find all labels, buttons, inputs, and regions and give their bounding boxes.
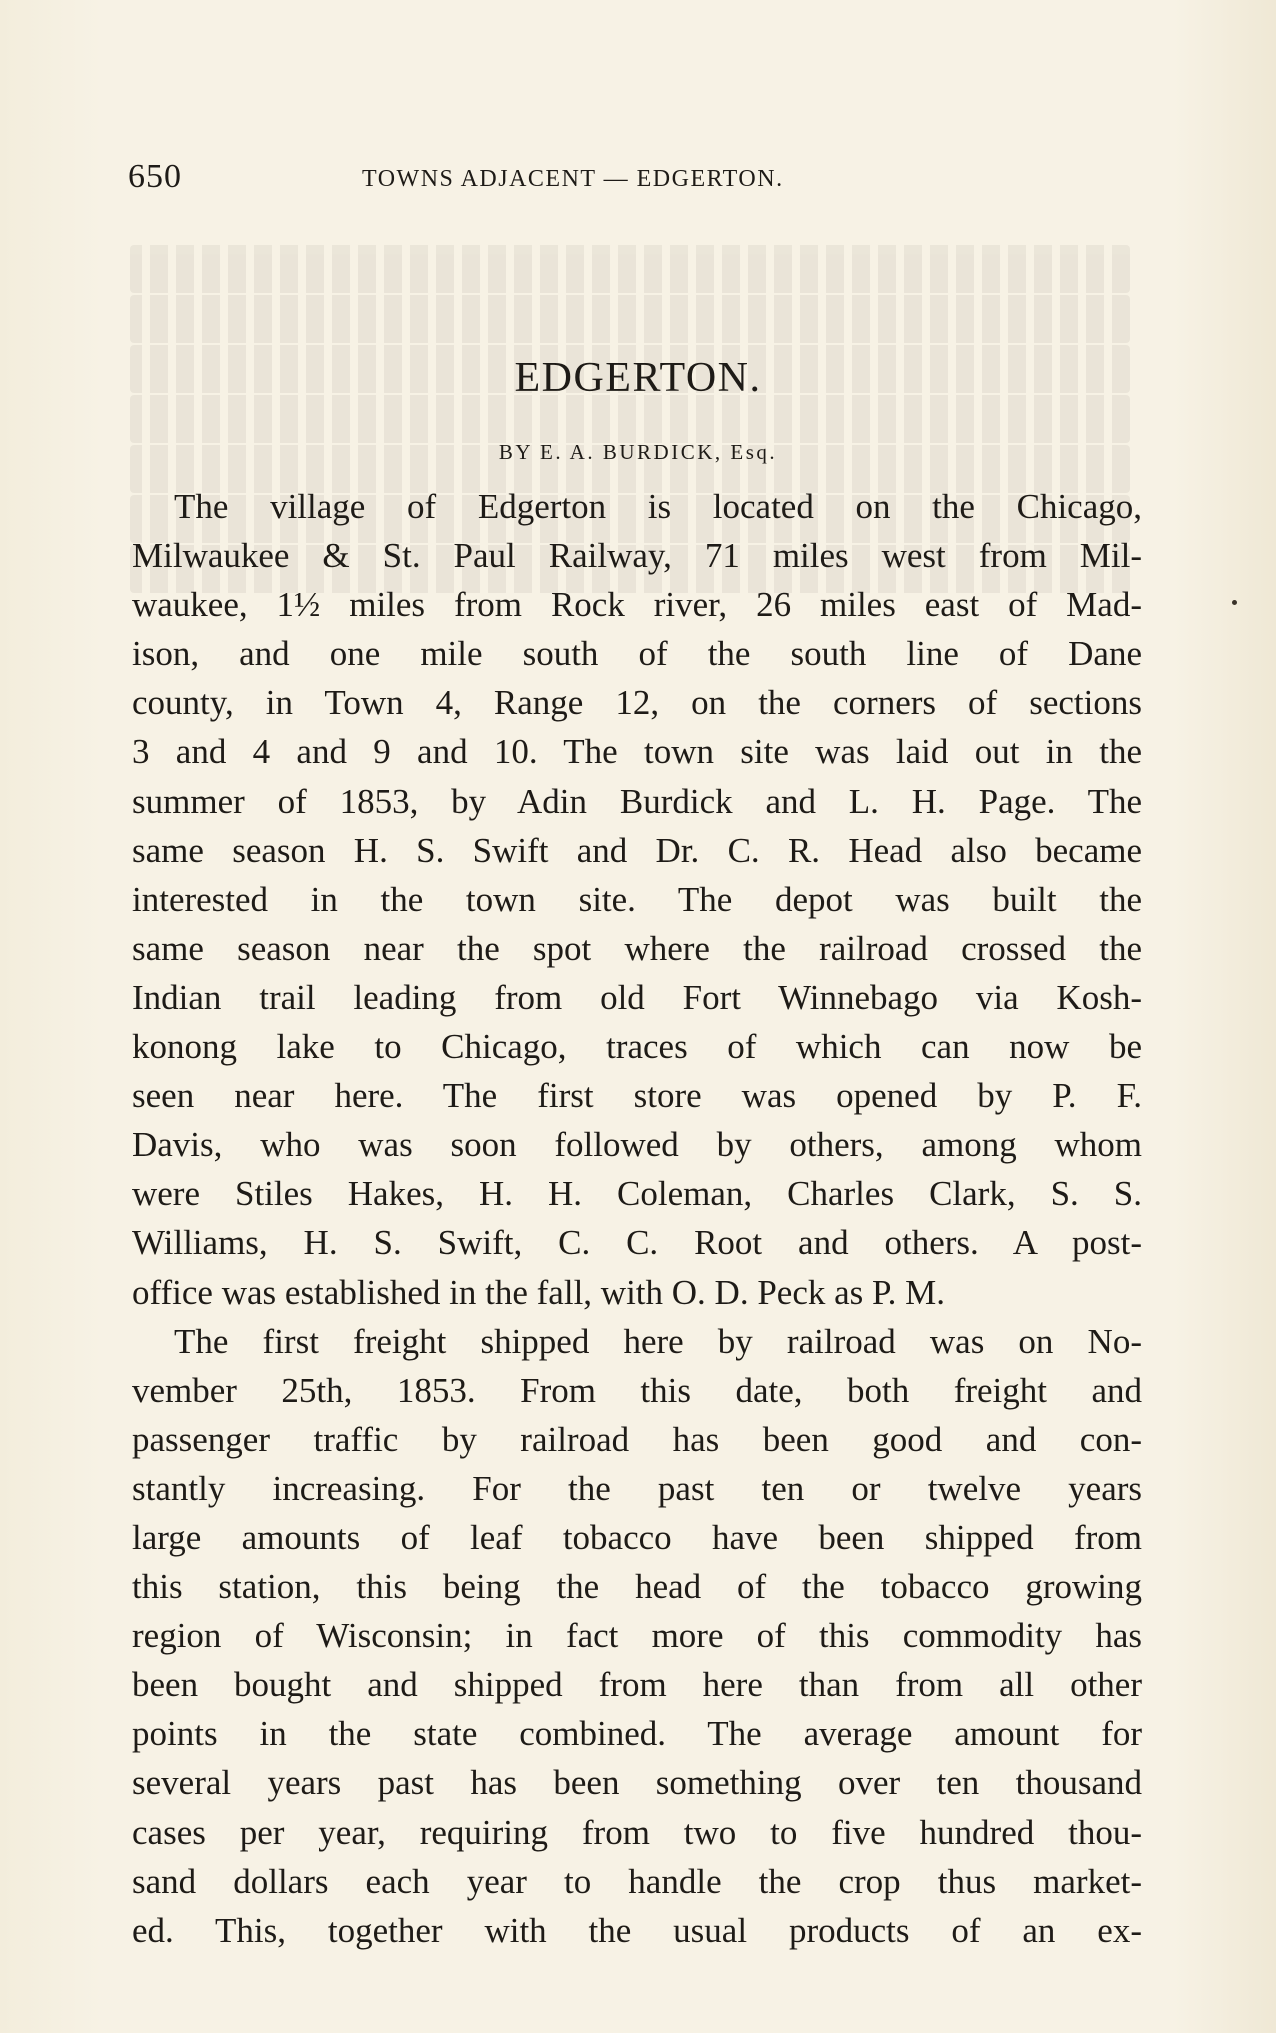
text-line: county, in Town 4, Range 12, on the corners of sections [132, 683, 1142, 723]
text-line: interested in the town site. The depot was built the [132, 879, 1142, 919]
text-line: same season H. S. Swift and Dr. C. R. Head also became [132, 830, 1142, 870]
text-line: The village of Edgerton is located on the Chicago, [174, 487, 1142, 526]
running-title: TOWNS ADJACENT — EDGERTON. [362, 166, 784, 192]
text-line: Milwaukee & St. Paul Railway, 71 miles west from Mil- [132, 536, 1142, 576]
text-line: seen near here. The first store was opened by P. F. [132, 1076, 1142, 1116]
text-line: Indian trail leading from old Fort Winnebago via Kosh- [132, 977, 1142, 1017]
page-number: 650 [128, 158, 182, 195]
text-line: this station, this being the head of the tobacco growing [132, 1567, 1142, 1607]
text-line: sand dollars each year to handle the crop thus market- [132, 1861, 1142, 1901]
text-line: summer of 1853, by Adin Burdick and L. H. Page. The [132, 781, 1142, 821]
text-line: large amounts of leaf tobacco have been shipped from [132, 1517, 1142, 1557]
text-line: waukee, 1½ miles from Rock river, 26 miles east of Mad- [132, 585, 1142, 625]
text-line: ed. This, together with the usual products of an ex- [132, 1910, 1142, 1950]
ink-speck [1232, 600, 1237, 605]
text-line: cases per year, requiring from two to five hundred thou- [132, 1812, 1142, 1852]
text-line: passenger traffic by railroad has been good and con- [132, 1419, 1142, 1459]
text-line: several years past has been something over ten thousand [132, 1763, 1142, 1803]
text-line: Davis, who was soon followed by others, among whom [132, 1125, 1142, 1165]
text-line: stantly increasing. For the past ten or twelve years [132, 1468, 1142, 1508]
body-text [132, 482, 1142, 1955]
text-line: region of Wisconsin; in fact more of this commodity has [132, 1616, 1142, 1656]
text-line: been bought and shipped from here than from all other [132, 1665, 1142, 1705]
text-line: Williams, H. S. Swift, C. C. Root and others. A post- [132, 1223, 1142, 1263]
text-line: 3 and 4 and 9 and 10. The town site was laid out in the [132, 732, 1142, 772]
text-line: same season near the spot where the railroad crossed the [132, 928, 1142, 968]
article-title: EDGERTON. [514, 355, 762, 401]
article-byline: BY E. A. BURDICK, Esq. [498, 440, 778, 464]
running-head [128, 158, 1140, 208]
text-line: ison, and one mile south of the south line of Dane [132, 634, 1142, 674]
text-line: office was established in the fall, with O. D. Peck as P. M. [132, 1272, 945, 1312]
text-line: were Stiles Hakes, H. H. Coleman, Charles Clark, S. S. [132, 1174, 1142, 1214]
text-line: konong lake to Chicago, traces of which can now be [132, 1027, 1142, 1067]
text-line: vember 25th, 1853. From this date, both freight and [132, 1370, 1142, 1410]
text-line: The first freight shipped here by railroad was on No- [174, 1321, 1142, 1361]
text-line: points in the state combined. The average amount for [132, 1714, 1142, 1754]
